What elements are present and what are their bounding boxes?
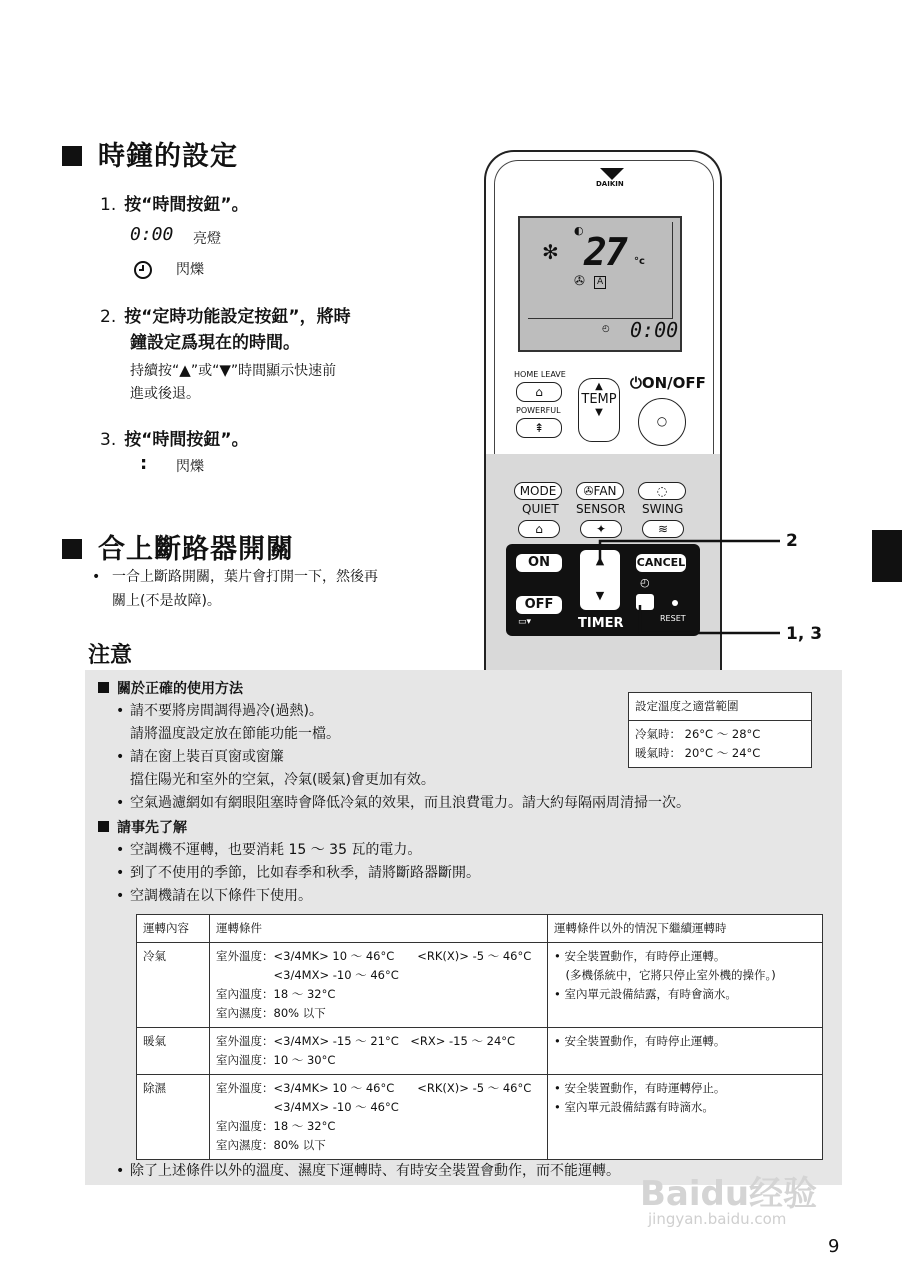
- note-bullet: •: [116, 749, 125, 765]
- table-row: 暖氣 室外溫度：<3/4MX> -15 ～ 21°C <RX> -15 ～ 24°C 室內溫度：10 ～ 30°C • 安全裝置動作，有時停止運轉。: [137, 1028, 823, 1075]
- step-1: 1. 按“時間按鈕”。: [100, 195, 249, 215]
- temp-rocker[interactable]: [578, 378, 620, 442]
- note-m1: 空調機不運轉，也要消耗 15 ～ 35 瓦的電力。: [130, 842, 422, 858]
- note-l2: 請將溫度設定放在節能功能一檔。: [130, 726, 340, 742]
- note-bullet: •: [116, 842, 125, 858]
- fan-button[interactable]: ✇FAN: [576, 482, 624, 500]
- powerful-button[interactable]: ⇞: [516, 418, 562, 438]
- callout-lines: [590, 535, 790, 640]
- quiet-label: QUIET: [522, 502, 559, 516]
- cancel-button[interactable]: CANCEL: [636, 554, 686, 572]
- battery-icon: ▭▾: [518, 617, 532, 627]
- note-l3: 請在窗上裝百頁窗或窗簾: [130, 749, 284, 765]
- square-bullet-icon: [62, 146, 82, 166]
- step-2: 2. 按“定時功能設定按鈕”，將時: [100, 307, 351, 327]
- swing-label: SWING: [642, 502, 684, 516]
- note-l5: 空氣過濾網如有網眼阻塞時會降低冷氣的效果，而且浪費電力。請大約每隔兩周清掃一次。: [130, 795, 690, 811]
- lcd-clock-icon: ◴: [602, 324, 610, 334]
- side-tab: [872, 530, 902, 582]
- temp-up-icon: ▲: [595, 381, 603, 392]
- watermark-url: jingyan.baidu.com: [648, 1210, 787, 1228]
- sensor-icon: ◐: [574, 224, 584, 237]
- sensor-button[interactable]: ✦: [580, 520, 622, 538]
- section-clock-title: 時鐘的設定: [62, 134, 238, 173]
- watermark-logo: Baidu经验: [640, 1174, 818, 1214]
- timer-on-button[interactable]: ON: [516, 554, 562, 572]
- step-3-note: 閃爍: [176, 459, 204, 475]
- callout-2: 2: [786, 531, 798, 551]
- note-footer: 除了上述條件以外的溫度、濕度下運轉時、有時安全裝置會動作，而不能運轉。: [130, 1163, 620, 1179]
- timer-clock-icon: ◴: [640, 576, 650, 589]
- callout-13: 1, 3: [786, 624, 823, 644]
- clock-icon: [132, 259, 154, 285]
- callout-line-2: [600, 541, 780, 563]
- home-leave-button[interactable]: ⌂: [516, 382, 562, 402]
- range-title: 設定溫度之適當範圍: [629, 693, 812, 721]
- temp-label: TEMP: [581, 392, 617, 407]
- lcd-unit: °c: [634, 256, 645, 267]
- timer-up-icon: ▲: [595, 554, 605, 567]
- breaker-line1: 一合上斷路開關，葉片會打開一下，然後再: [112, 569, 378, 585]
- note-title: 注意: [88, 643, 133, 668]
- range-table: [628, 692, 812, 768]
- auto-mode-icon: A: [594, 276, 606, 289]
- note-bullet: •: [116, 1163, 125, 1179]
- timer-label: TIMER: [578, 616, 624, 631]
- icon-note: 閃爍: [176, 262, 204, 278]
- note-heading-2: 請事先了解: [98, 817, 187, 837]
- section-breaker-title: 合上斷路器開關: [62, 527, 294, 566]
- swing-button[interactable]: ≋: [642, 520, 684, 538]
- note-heading-1: 關於正確的使用方法: [98, 678, 243, 698]
- breaker-line2: 關上(不是故障)。: [112, 593, 221, 609]
- onoff-label: ⏻ON/OFF: [630, 374, 706, 392]
- note-bullet: •: [116, 888, 125, 904]
- colon-blink: :: [140, 453, 148, 474]
- up-triangle-icon: ▲: [179, 361, 191, 379]
- quiet-button[interactable]: ⌂: [518, 520, 560, 538]
- note-m2: 到了不使用的季節，比如春季和秋季，請將斷路器斷開。: [130, 865, 480, 881]
- temp-down-icon: ▼: [595, 407, 603, 418]
- square-bullet-icon: [62, 539, 82, 559]
- range-values: 冷氣時： 26°C ～ 28°C 暖氣時： 20°C ～ 24°C: [629, 721, 812, 768]
- home-leave-label: HOME LEAVE: [514, 370, 566, 379]
- breaker-bullet: •: [92, 569, 101, 585]
- header-outside: 運轉條件以外的情況下繼續運轉時: [548, 915, 823, 943]
- conditions-table: [136, 914, 823, 1160]
- table-row: 冷氣 室外溫度：<3/4MK> 10 ～ 46°C <RK(X)> -5 ～ 46°C <3/4MX> -10 ～ 46°C 室內溫度：18 ～ 32°C 室內濕度：80% 以下 • 安全裝置動作，有時停止運轉。 (多機係統中，它將只停止室外機的操作。) • 室內單元設備結露，有時會滴水。: [137, 943, 823, 1028]
- note-bullet: •: [116, 865, 125, 881]
- down-triangle-icon: ▼: [219, 361, 231, 379]
- timer-off-button[interactable]: OFF: [516, 596, 562, 614]
- step-3: 3. 按“時間按鈕”。: [100, 430, 249, 450]
- step-2-line2: 鐘設定爲現在的時間。: [130, 333, 300, 353]
- note-l1: 請不要將房間調得過冷(過熱)。: [130, 703, 323, 719]
- note-bullet: •: [116, 795, 125, 811]
- mode-button[interactable]: MODE: [514, 482, 562, 500]
- note-bullet: •: [116, 703, 125, 719]
- power-icon: ⏻: [630, 374, 642, 392]
- lcd-screen: [518, 216, 682, 352]
- step-2-desc2: 進或後退。: [130, 386, 200, 402]
- sensor-label: SENSOR: [576, 502, 626, 516]
- note-l4: 擋住陽光和室外的空氣，冷氣(暖氣)會更加有效。: [130, 772, 435, 788]
- brand-label: DAIKIN: [596, 180, 624, 188]
- square-bullet-icon: [98, 821, 109, 832]
- lcd-note: 亮燈: [193, 231, 221, 247]
- header-condition: 運轉條件: [210, 915, 548, 943]
- callout-line-13: [640, 605, 780, 633]
- powerful-label: POWERFUL: [516, 406, 561, 415]
- onoff-button[interactable]: ○: [638, 398, 686, 446]
- fan-icon: ✇: [574, 274, 585, 289]
- table-row: 除濕 室外溫度：<3/4MK> 10 ～ 46°C <RK(X)> -5 ～ 46°C <3/4MX> -10 ～ 46°C 室內溫度：18 ～ 32°C 室內濕度：80% 以下 • 安全裝置動作，有時運轉停止。 • 室內單元設備結露有時滴水。: [137, 1075, 823, 1160]
- step-2-desc: 持續按“▲”或“▼”時間顯示快速前: [130, 361, 337, 379]
- timer-down-icon: ▼: [595, 589, 605, 602]
- header-mode: 運轉內容: [137, 915, 210, 943]
- lcd-clock: 0:00: [630, 318, 679, 342]
- reset-button[interactable]: RESET: [660, 614, 686, 623]
- square-bullet-icon: [98, 682, 109, 693]
- snowflake-icon: ✻: [542, 240, 559, 264]
- lcd-clock-sample: 0:00: [130, 224, 174, 245]
- page-number: 9: [828, 1236, 840, 1257]
- note-m3: 空調機請在以下條件下使用。: [130, 888, 312, 904]
- econo-button[interactable]: ◌: [638, 482, 686, 500]
- lcd-temp: 27: [584, 230, 626, 274]
- table-header-row: [137, 915, 823, 943]
